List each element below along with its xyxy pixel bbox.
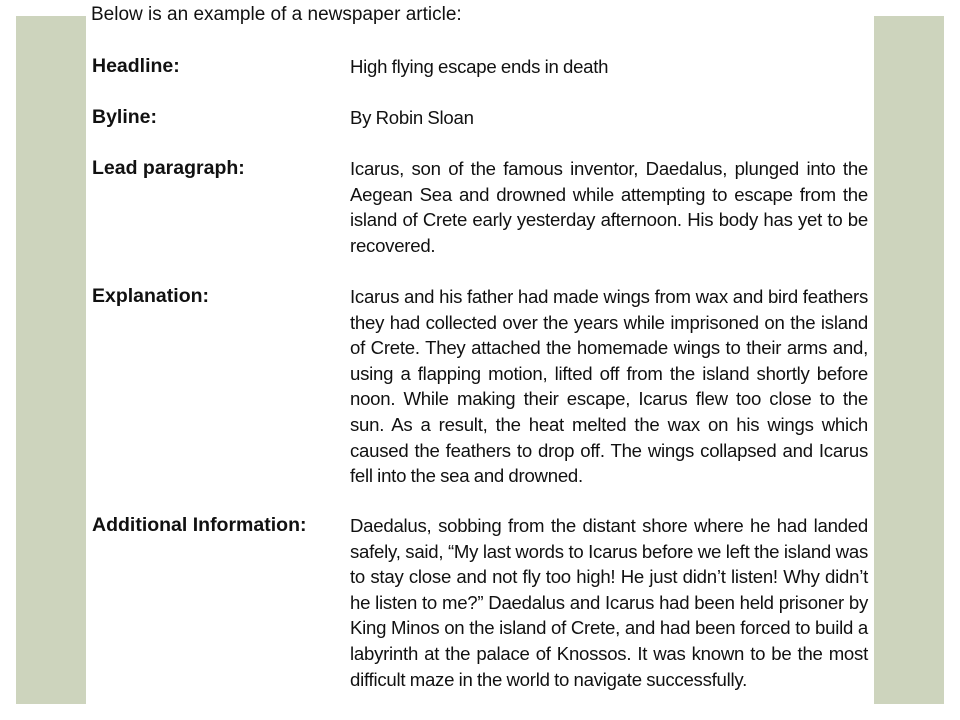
right-side-band <box>874 16 944 704</box>
left-side-band <box>16 16 86 704</box>
additional-information-text: Daedalus, sobbing from the distant shore where he had landed safely, said, “My last words to Icarus before we left the island was to stay close and not fly too high! He just didn’t listen! Why didn’t he listen to me?” Daedalus and Icarus had been held prisoner by King Minos on the island of Crete, and had been forced to build a labyrinth at the palace of Knossos. It was known to be the most difficult maze in the world to navigate successfully. <box>350 515 868 690</box>
headline-text: High flying escape ends in death <box>350 56 609 77</box>
headline-label: Headline: <box>92 55 180 77</box>
byline-label: Byline: <box>92 106 158 128</box>
byline-text: By Robin Sloan <box>350 107 474 128</box>
lead-paragraph-label: Lead paragraph: <box>92 157 245 179</box>
additional-information-label: Additional Information: <box>92 514 307 536</box>
explanation-text: Icarus and his father had made wings from wax and bird feathers they had collected over the years while imprisoned on the island of Crete. They attached the homemade wings to their arms and, using a flapping motion, lifted off from the island shortly before noon. While making their escape, Icarus flew too close to the sun. As a result, the heat melted the wax on his wings which caused the feathers to drop off. The wings collapsed and Icarus fell into the sea and drowned. <box>350 286 868 487</box>
explanation-label: Explanation: <box>92 285 210 307</box>
intro-text: Below is an example of a newspaper article: <box>91 4 462 25</box>
lead-paragraph-text: Icarus, son of the famous inventor, Daedalus, plunged into the Aegean Sea and drowned while attempting to escape from the island of Crete early yesterday afternoon. His body has yet to be recovered. <box>350 158 868 256</box>
document-page <box>86 0 874 720</box>
